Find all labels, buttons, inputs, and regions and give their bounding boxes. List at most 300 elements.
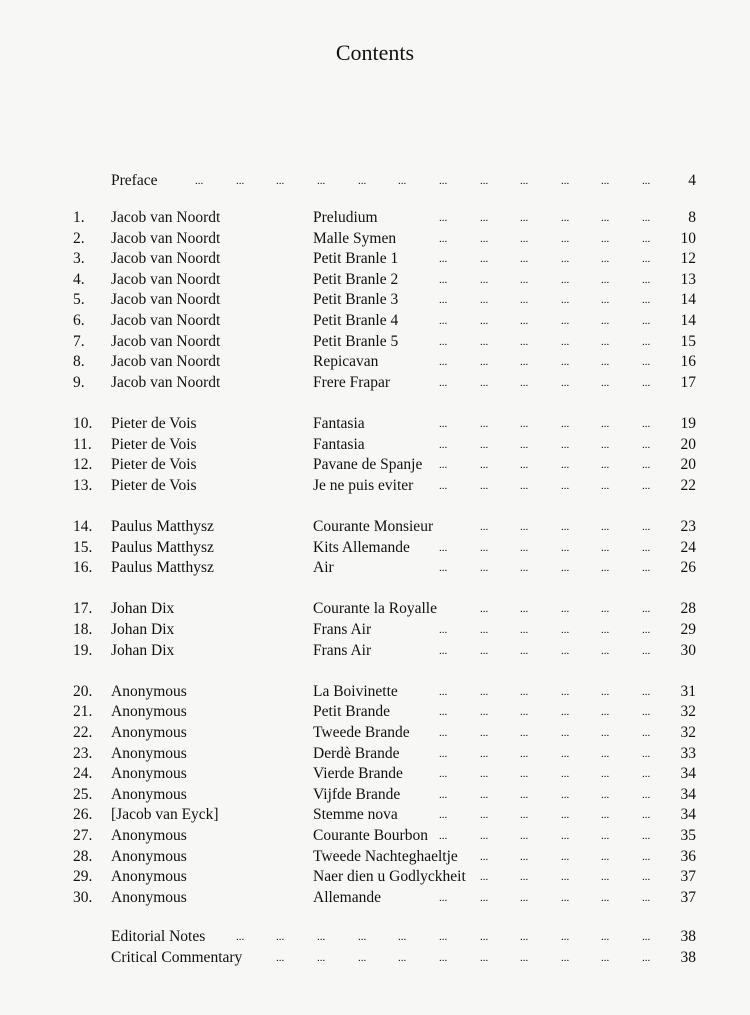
toc-entry[interactable] [0, 270, 750, 290]
toc-entry[interactable] [0, 290, 750, 310]
leader-dots: ... [439, 891, 448, 904]
page-number: 35 [680, 827, 696, 844]
leader-dots: ... [276, 951, 285, 964]
leader-dots: ... [480, 706, 489, 719]
leader-dots: ... [520, 273, 529, 286]
leader-dots: ... [561, 788, 570, 801]
leader-dots: ... [480, 175, 489, 187]
composer-name: Pieter de Vois [111, 476, 197, 494]
toc-entry[interactable] [0, 558, 750, 578]
composer-name: Jacob van Noordt [111, 229, 221, 247]
leader-dots: ... [480, 768, 489, 781]
leader-dots: ... [601, 459, 610, 472]
leader-dots: ... [439, 788, 448, 801]
front-matter-entry[interactable] [0, 171, 750, 191]
work-title: Malle Symen [313, 229, 397, 247]
work-title: Frans Air [313, 621, 372, 638]
leader-dots: ... [520, 931, 529, 943]
entry-number: 29. [73, 868, 93, 886]
toc-entry[interactable] [0, 620, 750, 640]
toc-entry[interactable] [0, 332, 750, 352]
leader-dots: ... [480, 603, 489, 616]
work-title: Petit Branle 2 [313, 270, 399, 288]
leader-dots: ... [601, 747, 610, 760]
leader-dots: ... [439, 830, 448, 842]
leader-dots: ... [236, 175, 245, 187]
composer-name: Anonymous [111, 682, 187, 700]
entry-label: Critical Commentary [111, 948, 243, 966]
leader-dots: ... [520, 438, 529, 451]
leader-dots: ... [520, 747, 529, 760]
leader-dots: ... [480, 541, 489, 554]
leader-dots: ... [439, 253, 448, 266]
leader-dots: ... [642, 459, 651, 472]
leader-dots: ... [601, 809, 610, 822]
composer-name: Jacob van Noordt [111, 353, 221, 371]
entry-number: 14. [73, 518, 93, 535]
leader-dots: ... [601, 891, 610, 904]
leader-dots: ... [276, 931, 285, 943]
back-matter-entry[interactable] [0, 948, 750, 968]
entry-number: 15. [73, 538, 93, 556]
leader-dots: ... [520, 479, 529, 492]
leader-dots: ... [480, 376, 489, 389]
page-number: 26 [680, 559, 696, 577]
work-title: Naer dien u Godlyckheit [313, 868, 466, 886]
leader-dots: ... [642, 727, 651, 739]
page-number: 36 [680, 847, 696, 865]
leader-dots: ... [561, 418, 570, 430]
leader-dots: ... [480, 788, 489, 801]
page-number: 30 [680, 641, 696, 659]
page-number: 31 [680, 682, 696, 700]
leader-dots: ... [642, 931, 651, 943]
leader-dots: ... [601, 685, 610, 698]
work-title: Frans Air [313, 641, 372, 659]
composer-name: Pieter de Vois [111, 456, 197, 474]
toc-entry[interactable] [0, 455, 750, 475]
toc-entry[interactable] [0, 599, 750, 619]
leader-dots: ... [601, 376, 610, 389]
composer-name: Anonymous [111, 744, 187, 762]
leader-dots: ... [439, 335, 448, 348]
leader-dots: ... [480, 438, 489, 451]
toc-entry[interactable] [0, 435, 750, 455]
leader-dots: ... [439, 356, 448, 369]
composer-name: Johan Dix [111, 641, 175, 659]
page-number: 15 [680, 332, 696, 350]
leader-dots: ... [439, 562, 448, 575]
leader-dots: ... [601, 951, 610, 964]
toc-entry[interactable] [0, 476, 750, 496]
leader-dots: ... [561, 479, 570, 492]
entry-number: 11. [73, 435, 92, 453]
toc-entry[interactable] [0, 826, 750, 846]
leader-dots: ... [642, 376, 651, 389]
entry-number: 19. [73, 641, 93, 659]
leader-dots: ... [601, 438, 610, 451]
leader-dots: ... [480, 931, 489, 943]
leader-dots: ... [520, 891, 529, 904]
leader-dots: ... [439, 376, 448, 389]
leader-dots: ... [601, 175, 610, 187]
leader-dots: ... [642, 809, 651, 822]
page-number: 12 [680, 250, 696, 268]
leader-dots: ... [642, 685, 651, 698]
toc-entry[interactable] [0, 847, 750, 867]
leader-dots: ... [480, 562, 489, 575]
leader-dots: ... [520, 951, 529, 964]
entry-number: 8. [73, 353, 85, 371]
composer-name: Jacob van Noordt [111, 291, 221, 309]
leader-dots: ... [480, 850, 489, 863]
toc-entry[interactable] [0, 517, 750, 537]
toc-entry[interactable] [0, 641, 750, 661]
entry-number: 9. [73, 373, 85, 391]
leader-dots: ... [561, 521, 570, 533]
work-title: Petit Branle 1 [313, 250, 399, 268]
entry-number: 23. [73, 744, 93, 762]
leader-dots: ... [642, 624, 651, 636]
leader-dots: ... [642, 706, 651, 719]
composer-name: Pieter de Vois [111, 415, 197, 432]
leader-dots: ... [561, 376, 570, 389]
leader-dots: ... [601, 315, 610, 327]
leader-dots: ... [561, 809, 570, 822]
leader-dots: ... [439, 541, 448, 554]
leader-dots: ... [561, 706, 570, 719]
page-number: 19 [680, 415, 696, 432]
leader-dots: ... [561, 459, 570, 472]
leader-dots: ... [520, 644, 529, 657]
leader-dots: ... [480, 685, 489, 698]
leader-dots: ... [439, 768, 448, 781]
work-title: Kits Allemande [313, 538, 410, 556]
leader-dots: ... [480, 521, 489, 533]
toc-entry[interactable] [0, 888, 750, 908]
entry-number: 22. [73, 724, 93, 741]
work-title: Stemme nova [313, 806, 398, 824]
leader-dots: ... [480, 644, 489, 657]
page-title: Contents [335, 40, 415, 65]
entry-number: 1. [73, 209, 85, 226]
page-number: 13 [680, 270, 696, 288]
toc-entry[interactable] [0, 744, 750, 764]
composer-name: Jacob van Noordt [111, 270, 221, 288]
page-number: 14 [680, 291, 696, 309]
leader-dots: ... [398, 175, 407, 187]
leader-dots: ... [601, 273, 610, 286]
toc-entry[interactable] [0, 311, 750, 331]
toc-entry[interactable] [0, 867, 750, 887]
leader-dots: ... [520, 253, 529, 266]
leader-dots: ... [642, 273, 651, 286]
page-number: 32 [680, 724, 696, 741]
leader-dots: ... [480, 479, 489, 492]
composer-name: Jacob van Noordt [111, 312, 221, 329]
leader-dots: ... [358, 931, 367, 943]
leader-dots: ... [520, 521, 529, 533]
leader-dots: ... [561, 438, 570, 451]
page-number: 34 [680, 765, 696, 783]
leader-dots: ... [642, 479, 651, 492]
leader-dots: ... [520, 562, 529, 575]
back-matter-entry[interactable] [0, 927, 750, 947]
page-number: 14 [680, 312, 696, 329]
composer-name: Jacob van Noordt [111, 250, 221, 268]
entry-number: 16. [73, 559, 93, 577]
leader-dots: ... [520, 335, 529, 348]
leader-dots: ... [601, 521, 610, 533]
leader-dots: ... [520, 624, 529, 636]
leader-dots: ... [520, 212, 529, 224]
composer-name: Jacob van Noordt [111, 209, 221, 226]
leader-dots: ... [520, 768, 529, 781]
leader-dots: ... [642, 603, 651, 616]
leader-dots: ... [561, 685, 570, 698]
toc-entry[interactable] [0, 414, 750, 434]
leader-dots: ... [601, 871, 610, 884]
leader-dots: ... [317, 951, 326, 964]
entry-number: 3. [73, 250, 85, 268]
page-number: 23 [680, 518, 696, 535]
leader-dots: ... [561, 232, 570, 245]
leader-dots: ... [520, 376, 529, 389]
composer-name: Johan Dix [111, 621, 175, 638]
entry-number: 5. [73, 291, 85, 309]
toc-entry[interactable] [0, 805, 750, 825]
leader-dots: ... [520, 830, 529, 842]
leader-dots: ... [480, 727, 489, 739]
leader-dots: ... [520, 356, 529, 369]
work-title: Preludium [313, 209, 378, 226]
page-number: 37 [680, 888, 696, 906]
work-title: Courante Bourbon [313, 827, 428, 844]
leader-dots: ... [601, 479, 610, 492]
leader-dots: ... [520, 871, 529, 884]
leader-dots: ... [601, 562, 610, 575]
composer-name: Paulus Matthysz [111, 538, 214, 556]
toc-entry[interactable] [0, 373, 750, 393]
leader-dots: ... [358, 951, 367, 964]
composer-name: [Jacob van Eyck] [111, 806, 219, 824]
toc-entry[interactable] [0, 208, 750, 228]
leader-dots: ... [642, 253, 651, 266]
entry-number: 7. [73, 332, 85, 350]
leader-dots: ... [601, 706, 610, 719]
leader-dots: ... [642, 294, 651, 307]
leader-dots: ... [601, 644, 610, 657]
composer-name: Anonymous [111, 765, 187, 783]
work-title: Fantasia [313, 415, 365, 432]
toc-entry[interactable] [0, 249, 750, 269]
leader-dots: ... [480, 459, 489, 472]
toc-entry[interactable] [0, 229, 750, 249]
leader-dots: ... [439, 727, 448, 739]
leader-dots: ... [561, 562, 570, 575]
leader-dots: ... [561, 871, 570, 884]
leader-dots: ... [601, 830, 610, 842]
leader-dots: ... [317, 175, 326, 187]
leader-dots: ... [520, 232, 529, 245]
page-number: 22 [680, 476, 696, 494]
entry-number: 17. [73, 600, 93, 618]
leader-dots: ... [520, 850, 529, 863]
work-title: Petit Brande [313, 703, 391, 721]
work-title: Derdè Brande [313, 744, 400, 762]
page-number: 37 [680, 868, 696, 886]
leader-dots: ... [439, 951, 448, 964]
leader-dots: ... [520, 315, 529, 327]
leader-dots: ... [480, 951, 489, 964]
leader-dots: ... [520, 706, 529, 719]
page-number: 20 [680, 435, 696, 453]
composer-name: Jacob van Noordt [111, 373, 221, 391]
page-number: 16 [680, 353, 696, 371]
leader-dots: ... [439, 273, 448, 286]
leader-dots: ... [601, 768, 610, 781]
leader-dots: ... [439, 294, 448, 307]
work-title: Vijfde Brande [313, 785, 401, 803]
page-number: 4 [688, 172, 696, 189]
page-number: 32 [680, 703, 696, 721]
work-title: Courante Monsieur [313, 518, 434, 535]
leader-dots: ... [439, 315, 448, 327]
leader-dots: ... [439, 438, 448, 451]
entry-number: 27. [73, 827, 93, 844]
toc-entry[interactable] [0, 723, 750, 743]
leader-dots: ... [601, 603, 610, 616]
work-title: Fantasia [313, 435, 365, 453]
leader-dots: ... [439, 706, 448, 719]
leader-dots: ... [520, 541, 529, 554]
page-number: 38 [680, 948, 696, 966]
leader-dots: ... [480, 212, 489, 224]
leader-dots: ... [642, 891, 651, 904]
leader-dots: ... [642, 768, 651, 781]
leader-dots: ... [520, 788, 529, 801]
leader-dots: ... [601, 253, 610, 266]
work-title: Tweede Brande [313, 724, 410, 741]
leader-dots: ... [480, 871, 489, 884]
leader-dots: ... [601, 931, 610, 943]
page-number: 10 [680, 229, 696, 247]
leader-dots: ... [398, 951, 407, 964]
leader-dots: ... [561, 273, 570, 286]
composer-name: Jacob van Noordt [111, 332, 221, 350]
leader-dots: ... [642, 438, 651, 451]
page-number: 20 [680, 456, 696, 474]
leader-dots: ... [276, 175, 285, 187]
leader-dots: ... [480, 273, 489, 286]
work-title: Frere Frapar [313, 373, 391, 391]
leader-dots: ... [561, 644, 570, 657]
composer-name: Anonymous [111, 827, 187, 844]
leader-dots: ... [561, 315, 570, 327]
toc-entry[interactable] [0, 538, 750, 558]
composer-name: Anonymous [111, 703, 187, 721]
leader-dots: ... [439, 459, 448, 472]
composer-name: Anonymous [111, 888, 187, 906]
leader-dots: ... [642, 830, 651, 842]
page-number: 24 [680, 538, 696, 556]
leader-dots: ... [480, 294, 489, 307]
work-title: Courante la Royalle [313, 600, 437, 618]
composer-name: Pieter de Vois [111, 435, 197, 453]
page-number: 34 [680, 785, 696, 803]
composer-name: Paulus Matthysz [111, 518, 214, 535]
leader-dots: ... [439, 624, 448, 636]
leader-dots: ... [480, 809, 489, 822]
leader-dots: ... [561, 603, 570, 616]
leader-dots: ... [601, 232, 610, 245]
entry-number: 24. [73, 765, 93, 783]
leader-dots: ... [642, 315, 651, 327]
leader-dots: ... [480, 891, 489, 904]
entry-number: 18. [73, 621, 93, 638]
leader-dots: ... [642, 871, 651, 884]
page-number: 29 [680, 621, 696, 638]
leader-dots: ... [439, 809, 448, 822]
entry-number: 12. [73, 456, 93, 474]
leader-dots: ... [520, 809, 529, 822]
leader-dots: ... [601, 850, 610, 863]
entry-number: 20. [73, 682, 93, 700]
toc-entry[interactable] [0, 702, 750, 722]
toc-entry[interactable] [0, 764, 750, 784]
composer-name: Paulus Matthysz [111, 559, 214, 577]
leader-dots: ... [642, 212, 651, 224]
entry-number: 30. [73, 888, 93, 906]
leader-dots: ... [439, 747, 448, 760]
leader-dots: ... [642, 232, 651, 245]
leader-dots: ... [561, 356, 570, 369]
entry-number: 21. [73, 703, 93, 721]
leader-dots: ... [439, 685, 448, 698]
leader-dots: ... [520, 459, 529, 472]
entry-number: 28. [73, 847, 93, 865]
leader-dots: ... [520, 418, 529, 430]
leader-dots: ... [520, 727, 529, 739]
leader-dots: ... [561, 727, 570, 739]
composer-name: Anonymous [111, 868, 187, 886]
work-title: Petit Branle 5 [313, 332, 399, 350]
leader-dots: ... [195, 175, 204, 187]
leader-dots: ... [561, 951, 570, 964]
leader-dots: ... [601, 788, 610, 801]
leader-dots: ... [520, 175, 529, 187]
toc-entry[interactable] [0, 352, 750, 372]
toc-entry[interactable] [0, 682, 750, 702]
leader-dots: ... [601, 541, 610, 554]
leader-dots: ... [439, 232, 448, 245]
work-title: Je ne puis eviter [313, 476, 414, 494]
toc-entry[interactable] [0, 785, 750, 805]
leader-dots: ... [480, 747, 489, 760]
entry-label: Editorial Notes [111, 928, 206, 945]
leader-dots: ... [642, 951, 651, 964]
leader-dots: ... [601, 212, 610, 224]
leader-dots: ... [480, 253, 489, 266]
entry-number: 13. [73, 476, 93, 494]
leader-dots: ... [480, 830, 489, 842]
leader-dots: ... [601, 335, 610, 348]
leader-dots: ... [561, 768, 570, 781]
leader-dots: ... [601, 624, 610, 636]
leader-dots: ... [642, 175, 651, 187]
composer-name: Anonymous [111, 847, 187, 865]
work-title: Petit Branle 3 [313, 291, 399, 309]
